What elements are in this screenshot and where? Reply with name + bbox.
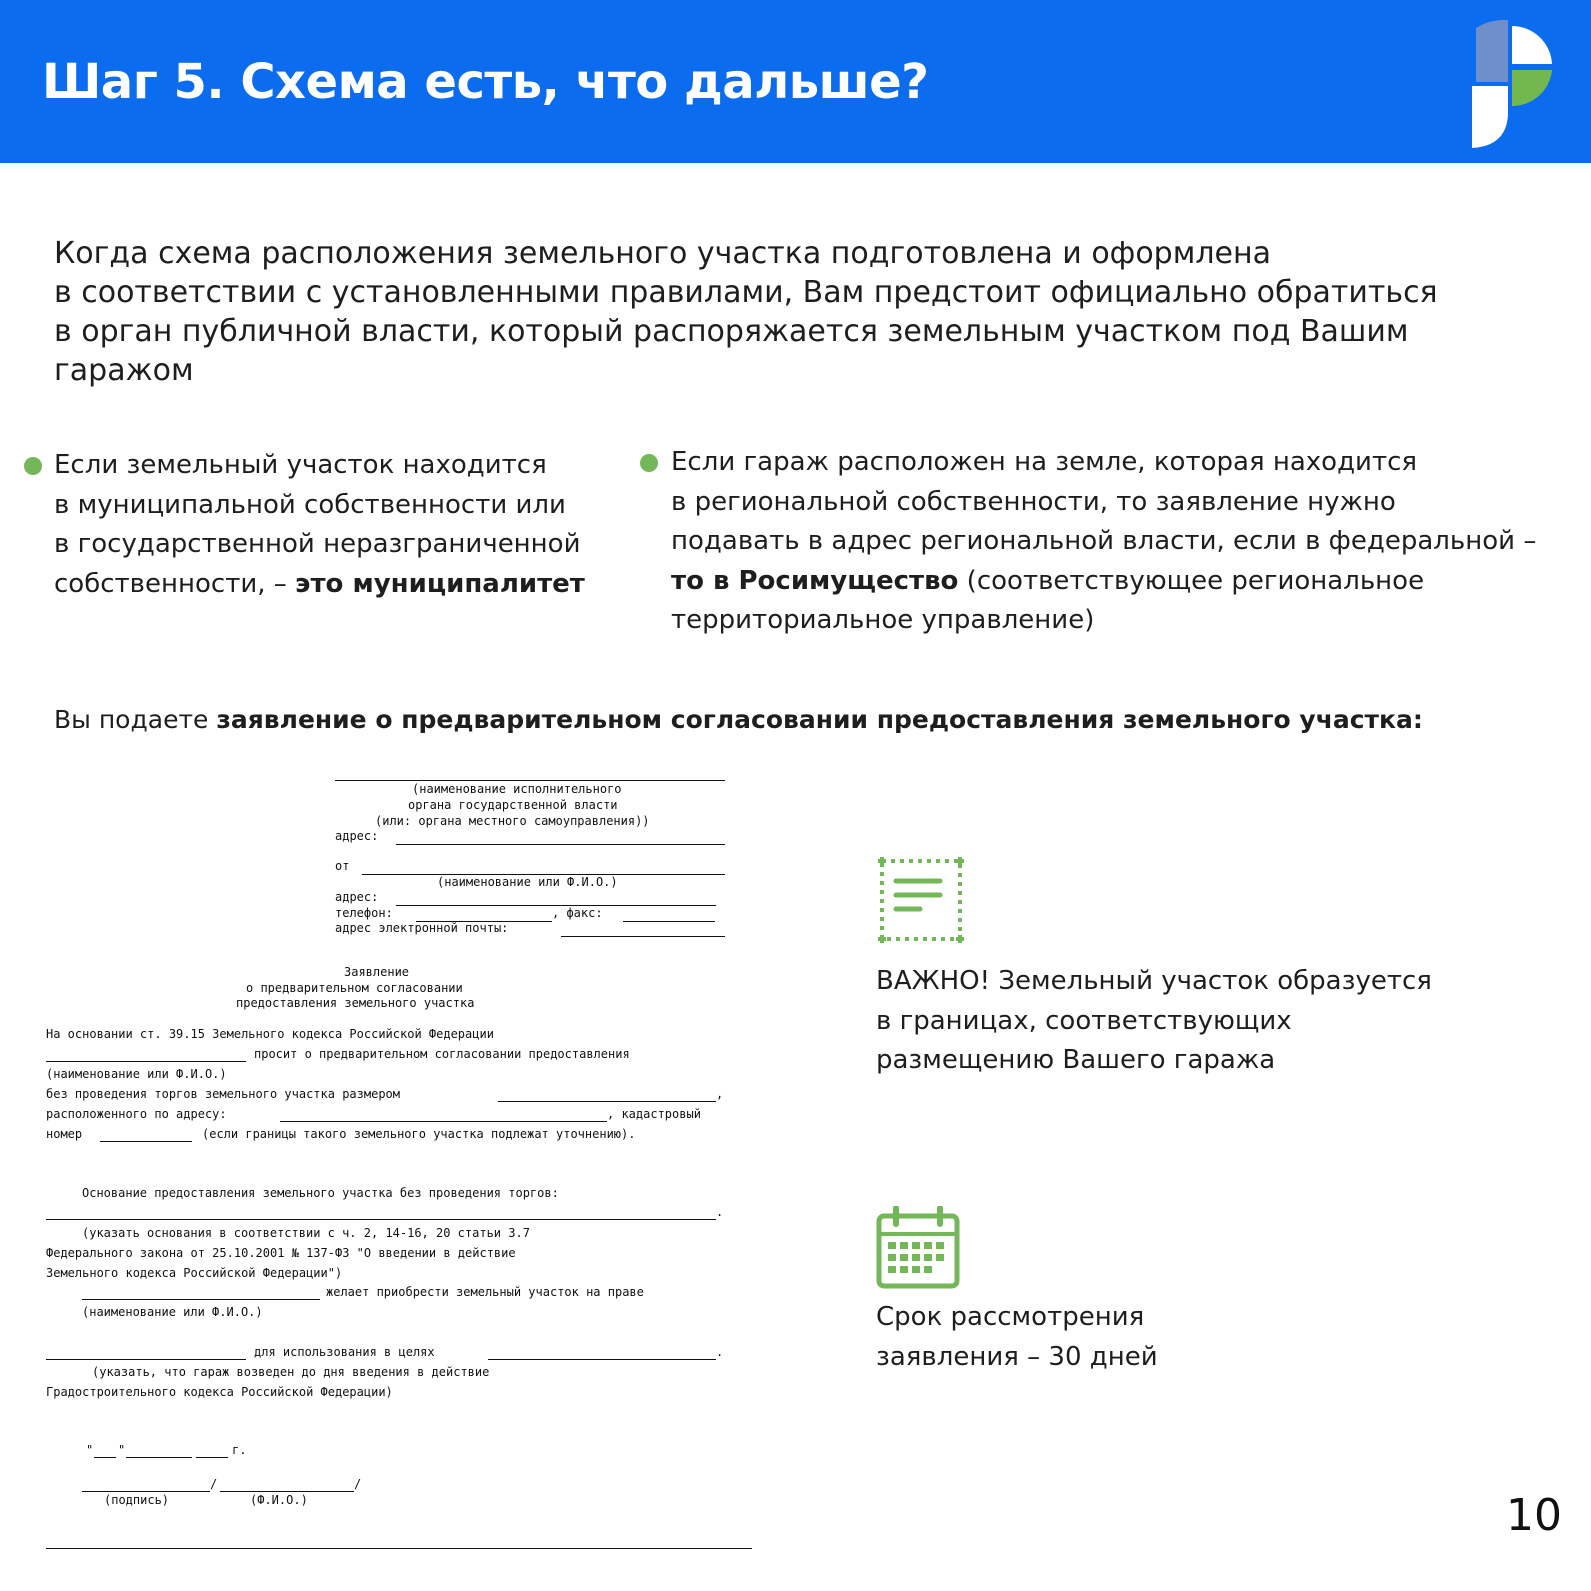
form-underline [623, 921, 715, 922]
form-underline [498, 1101, 716, 1102]
bullet-text: (соответствующее региональное [958, 565, 1425, 596]
note-line: Срок рассмотрения [876, 1302, 1145, 1332]
form-text: (если границы такого земельного участка подлежат уточнению). [202, 1127, 636, 1141]
form-text: органа государственной власти [408, 798, 618, 812]
bullet-line: в муниципальной собственности или [54, 489, 566, 520]
bullet-line: Если земельный участок находится [54, 450, 547, 480]
form-text: (Ф.И.О.) [250, 1493, 308, 1507]
form-text: , кадастровый [607, 1107, 701, 1121]
form-text: " [118, 1443, 126, 1457]
bullet-line: в государственной неразграниченной [54, 529, 581, 559]
form-text: адрес: [335, 890, 379, 904]
note-line: ВАЖНО! Земельный участок образуется [876, 966, 1432, 996]
form-title: предоставления земельного участка [236, 996, 475, 1010]
form-title: Заявление [344, 965, 410, 979]
form-underline [396, 844, 725, 845]
bullet-line: Если гараж расположен на земле, которая находится [671, 447, 1418, 477]
form-text: для использования в целях [254, 1345, 435, 1359]
note-line: заявления – 30 дней [876, 1341, 1158, 1372]
form-text: Федерального закона от 25.10.2001 № 137-ФЗ "О введении в действие [46, 1246, 516, 1260]
submit-prefix: Вы подаете [54, 705, 217, 734]
note-line: размещению Вашего гаража [876, 1045, 1276, 1075]
document-lines-icon [876, 855, 966, 945]
form-text: (наименование исполнительного [412, 782, 622, 796]
form-text: (или: органа местного самоуправления)) [375, 814, 650, 828]
important-note [876, 962, 1516, 1081]
bullet-dot-icon [24, 457, 42, 475]
form-text: адрес электронной почты: [335, 921, 509, 935]
bullet-bold-text: это муниципалитет [295, 568, 585, 599]
form-underline [82, 1299, 320, 1300]
form-underline [561, 936, 725, 937]
form-underline [46, 1219, 716, 1220]
calendar-icon [876, 1206, 960, 1290]
form-text: телефон: [335, 906, 393, 920]
form-text: желает приобрести земельный участок на праве [326, 1285, 644, 1299]
intro-line: Когда схема расположения земельного участка подготовлена и оформлена [54, 236, 1271, 271]
intro-line: гаражом [54, 353, 194, 388]
submit-bold: заявление о предварительном согласовании предоставления земельного участка: [216, 705, 1423, 734]
form-underline [46, 1548, 752, 1549]
form-text: адрес: [335, 829, 379, 843]
form-text: Градостроительного кодекса Российской Федерации) [46, 1385, 393, 1399]
form-text: (подпись) [104, 1493, 170, 1507]
form-text: Основание предоставления земельного участка без проведения торгов: [82, 1186, 559, 1200]
note-line: в границах, соответствующих [876, 1005, 1292, 1036]
form-underline [280, 1121, 607, 1122]
form-underline [82, 1491, 210, 1492]
form-underline [94, 1457, 116, 1458]
form-text: На основании ст. 39.15 Земельного кодекса Российской Федерации [46, 1027, 494, 1041]
form-text: (наименование или Ф.И.О.) [82, 1305, 263, 1319]
form-text: / [210, 1477, 218, 1491]
bullet-regional-federal [671, 443, 1551, 641]
form-underline [46, 1359, 246, 1360]
intro-line: в орган публичной власти, который распоряжается земельным участком под Вашим [54, 314, 1409, 349]
bullet-line: в региональной собственности, то заявление нужно [671, 486, 1396, 517]
bullet-bold-text: то в Росимущество [671, 565, 959, 596]
bullet-line: подавать в адрес региональной власти, если в федеральной – [671, 526, 1537, 556]
form-title: о предварительном согласовании [246, 981, 463, 995]
form-text: номер [46, 1127, 83, 1141]
submit-statement [54, 705, 1534, 734]
form-text: , [716, 1087, 724, 1101]
form-text: " [86, 1443, 94, 1457]
intro-line: в соответствии с установленными правилами, Вам предстоит официально обратиться [54, 275, 1438, 310]
page-number: 10 [1506, 1490, 1562, 1541]
form-text: Земельного кодекса Российской Федерации") [46, 1266, 343, 1280]
form-text: расположенного по адресу: [46, 1107, 227, 1121]
form-text: / [354, 1477, 362, 1491]
bullet-text: собственности, – [54, 568, 296, 599]
form-text: (наименование или Ф.И.О.) [46, 1067, 227, 1081]
application-form [0, 760, 760, 1580]
form-text: . [716, 1345, 724, 1359]
form-underline [335, 780, 725, 781]
form-text: от [335, 859, 350, 873]
form-text: (указать, что гараж возведен до дня введения в действие [92, 1365, 490, 1379]
form-underline [488, 1359, 716, 1360]
intro-paragraph [54, 234, 1534, 390]
form-underline [126, 1457, 192, 1458]
form-text: г. [232, 1443, 247, 1457]
form-underline [220, 1491, 354, 1492]
form-text: (указать основания в соответствии с ч. 2, 14-16, 20 статьи 3.7 [82, 1226, 530, 1240]
bullet-line: территориальное управление) [671, 605, 1095, 635]
rosreestr-logo-icon [1468, 20, 1564, 150]
form-text: . [716, 1205, 724, 1219]
form-text: без проведения торгов земельного участка размером [46, 1087, 401, 1101]
form-text: , факс: [552, 906, 603, 920]
form-underline [196, 1457, 228, 1458]
form-underline [100, 1141, 192, 1142]
bullet-line [54, 565, 614, 605]
deadline-note [876, 1298, 1476, 1377]
page-title: Шаг 5. Схема есть, что дальше? [42, 54, 929, 110]
form-text: просит о предварительном согласовании предоставления [254, 1047, 630, 1061]
header-bar [0, 0, 1591, 163]
bullet-dot-icon [640, 454, 658, 472]
bullet-municipal [54, 446, 614, 604]
form-underline [46, 1061, 246, 1062]
bullet-line [671, 562, 1551, 602]
form-text: (наименование или Ф.И.О.) [437, 875, 618, 889]
